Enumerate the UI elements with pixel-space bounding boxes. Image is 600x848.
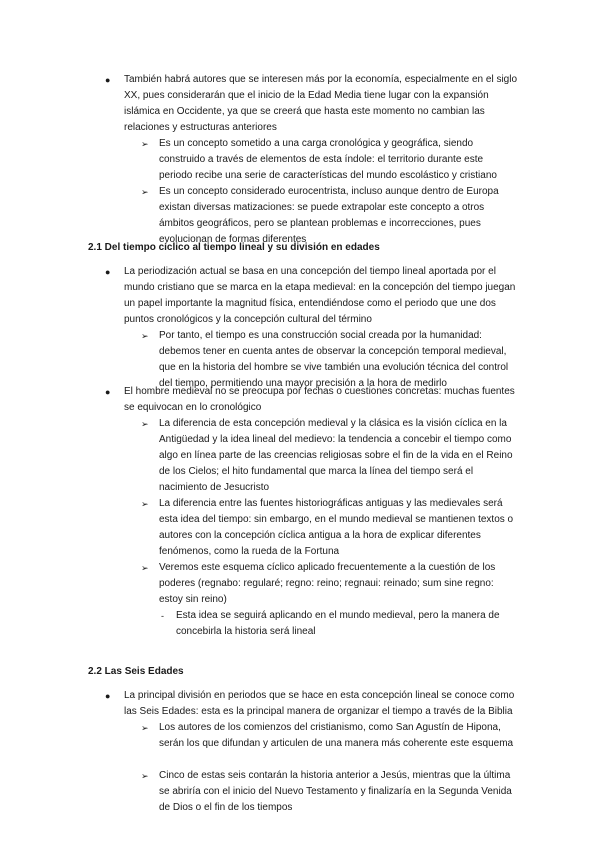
list-item-text: La periodización actual se basa en una concepción del tiempo lineal aportada por el mundo cristiano que se marca en la etapa medieval: en la concepción del tiempo juegan un papel importante la magnitud física, entendiéndose como el periodo que une dos puntos cronológicos y la concepción cultural del término <box>124 266 516 325</box>
sub-list-item <box>141 416 519 496</box>
arrow-marker: ➢ <box>141 419 149 429</box>
dash-list-item-text: Esta idea se seguirá aplicando en el mundo medieval, pero la manera de concebirla la historia será lineal <box>176 610 500 637</box>
sub-list-item <box>141 328 519 392</box>
sub-list-item <box>141 720 519 752</box>
arrow-marker: ➢ <box>141 187 149 197</box>
arrow-marker: ➢ <box>141 139 149 149</box>
arrow-marker: ➢ <box>141 563 149 573</box>
sub-list-item-text: Por tanto, el tiempo es una construcción social creada por la humanidad: debemos tener en cuenta antes de observar la concepción temporal medieval, que en la historia del hombre se vive también una evolución técnica del control del tiempo, permitiendo una mayor precisión a la hora de medirlo <box>159 330 509 389</box>
bullet-marker: ● <box>105 387 111 397</box>
arrow-marker: ➢ <box>141 331 149 341</box>
list-item <box>105 688 519 720</box>
dash-list-item <box>161 608 519 640</box>
sub-list-item-text: Los autores de los comienzos del cristianismo, como San Agustín de Hipona, serán los que difundan y articulen de una manera más coherente este esquema <box>159 722 514 749</box>
section-heading: 2.2 Las Seis Edades <box>88 666 184 677</box>
sub-list-item-text: Cinco de estas seis contarán la historia anterior a Jesús, mientras que la última se abriría con el inicio del Nuevo Testamento y finalizaría en la Segunda Venida de Dios o el fin de los tiempos <box>159 770 512 813</box>
arrow-marker: ➢ <box>141 771 149 781</box>
sub-list-item-text: Veremos este esquema cíclico aplicado frecuentemente a la cuestión de los poderes (regnabo: regularé; regno: reino; regnaui: reinado; sum sine regno: estoy sin reino) <box>159 562 496 605</box>
sub-list-item <box>141 184 519 248</box>
dash-marker: - <box>161 611 164 621</box>
sub-list-item-text: La diferencia de esta concepción medieval y la clásica es la visión cíclica en la Antigüedad y la idea lineal del medievo: la tendencia a concebir el tiempo como algo en línea parte de las creencias religiosas sobre el fin de la vida en el Reino de los Cielos; el hito fundamental que marca la línea del tiempo será el nacimiento de Jesucristo <box>159 418 513 493</box>
sub-list-item-text: Es un concepto sometido a una carga cronológica y geográfica, siendo construido a través de elementos de esta índole: el territorio durante este periodo recibe una serie de características del mundo escolástico y cristiano <box>159 138 497 181</box>
bullet-marker: ● <box>105 267 111 277</box>
sub-list-item <box>141 496 519 560</box>
bullet-marker: ● <box>105 691 111 701</box>
section-heading: 2.1 Del tiempo cíclico al tiempo lineal y su división en edades <box>88 242 380 253</box>
list-item-text: La principal división en periodos que se hace en esta concepción lineal se conoce como las Seis Edades: esta es la principal manera de organizar el tiempo a través de la Biblia <box>124 690 515 717</box>
list-item <box>105 384 519 416</box>
bullet-marker: ● <box>105 75 111 85</box>
sub-list-item <box>141 560 519 608</box>
list-item <box>105 72 519 136</box>
sub-list-item-text: La diferencia entre las fuentes historiográficas antiguas y las medievales será esta idea del tiempo: sin embargo, en el mundo medieval se mantienen textos o autores con la concepción cíclica antigua a la hora de explicar diferentes fenómenos, como la rueda de la Fortuna <box>159 498 514 557</box>
sub-list-item-text: Es un concepto considerado eurocentrista, incluso aunque dentro de Europa existan diversas matizaciones: se puede extrapolar este concepto a otros ámbitos geográficos, pero se plantean problemas e incorrecciones, pues evolucionan de formas diferentes <box>159 186 499 245</box>
list-item-text: El hombre medieval no se preocupa por fechas o cuestiones concretas: muchas fuentes se equivocan en lo cronológico <box>124 386 515 413</box>
list-item-text: También habrá autores que se interesen más por la economía, especialmente en el siglo XX, pues considerarán que el inicio de la Edad Media tiene lugar con la expansión islámica en Occidente, ya que se creerá que hasta este momento no cambian las relaciones y estructuras anteriores <box>124 74 518 133</box>
list-item <box>105 264 519 328</box>
sub-list-item <box>141 768 519 816</box>
arrow-marker: ➢ <box>141 723 149 733</box>
arrow-marker: ➢ <box>141 499 149 509</box>
sub-list-item <box>141 136 519 184</box>
